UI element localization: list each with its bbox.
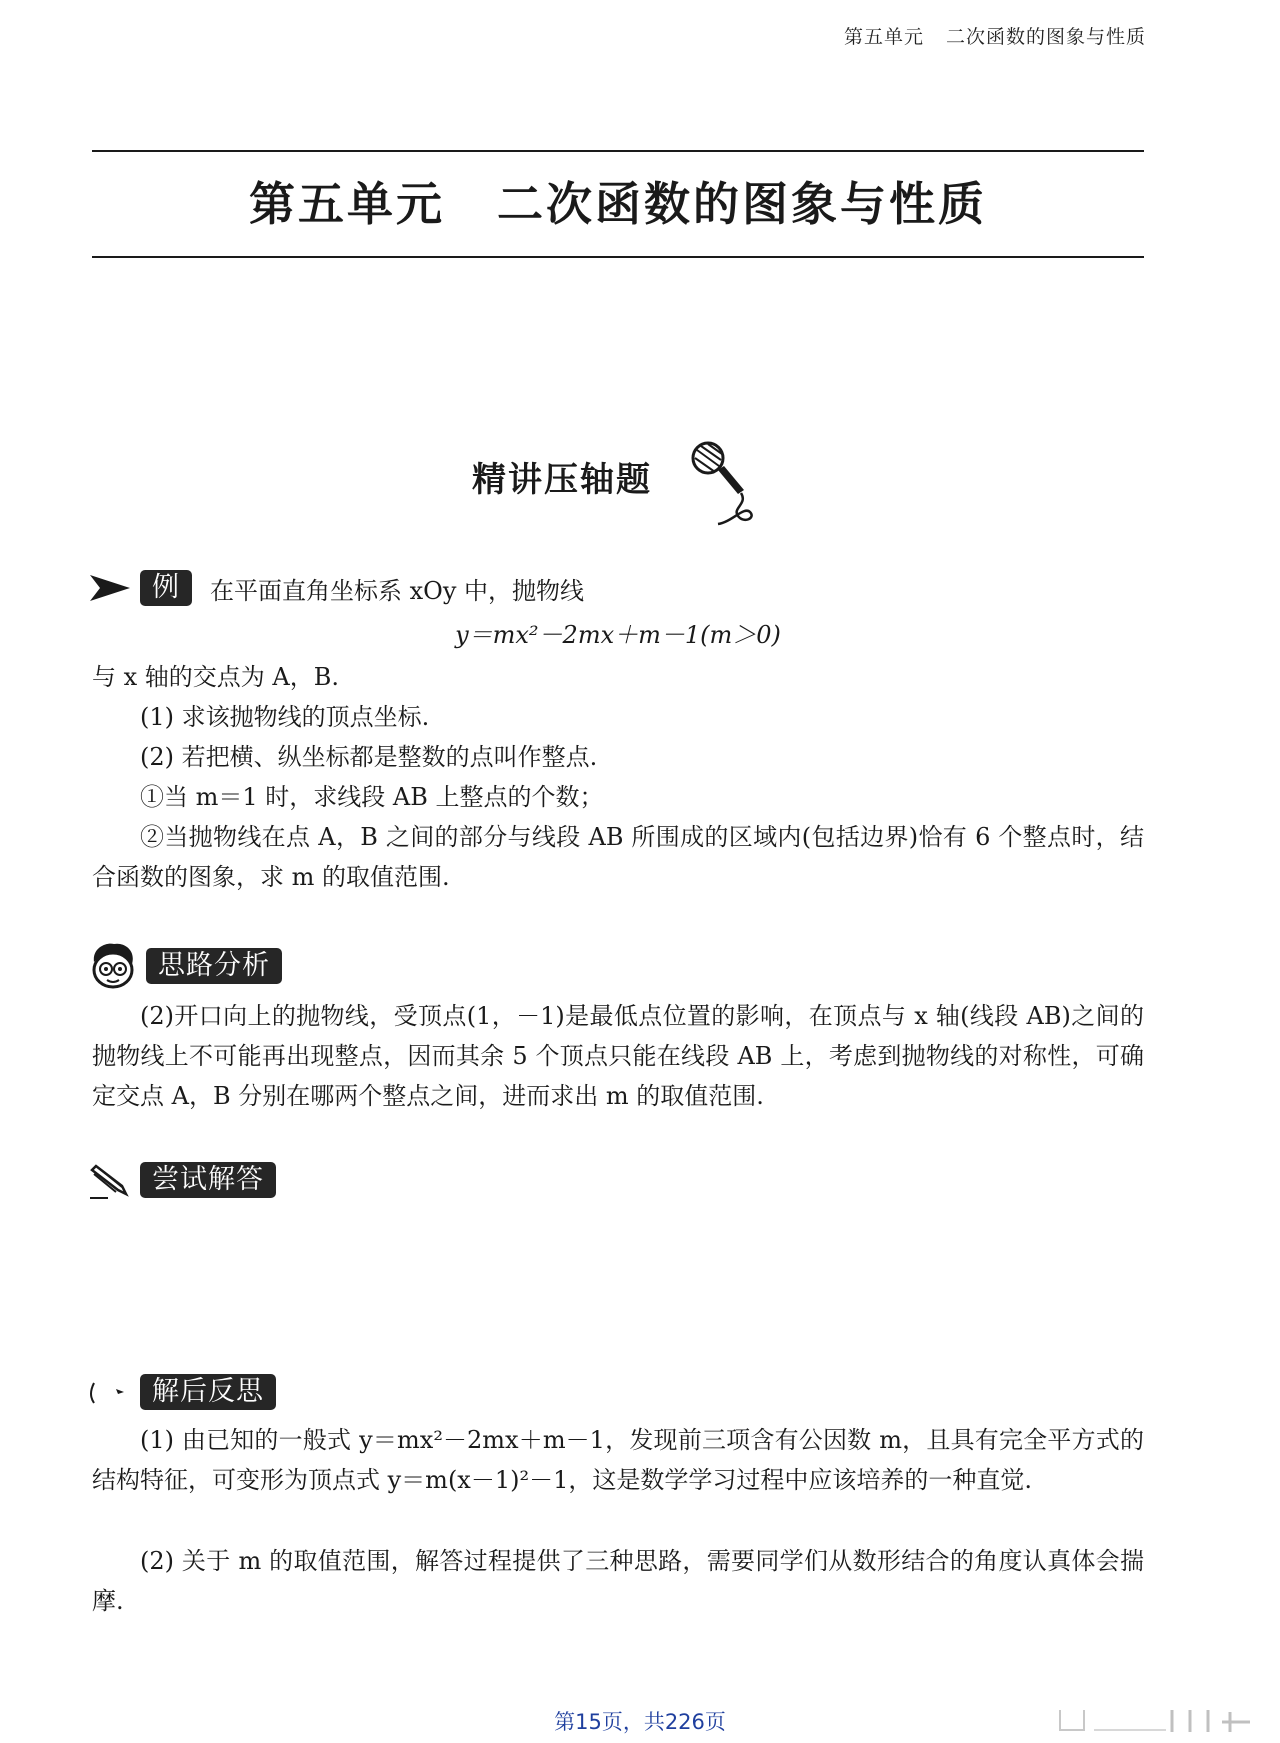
- microphone-icon: [688, 438, 760, 530]
- unit-title-subject: 二次函数的图象与性质: [497, 177, 987, 231]
- example-intro: 在平面直角坐标系 xOy 中，抛物线: [210, 576, 585, 605]
- running-header-subject: 二次函数的图象与性质: [945, 26, 1146, 48]
- reflection-heading: [88, 1374, 276, 1410]
- section-title: 精讲压轴题: [472, 460, 652, 500]
- analysis-tag: 思路分析: [146, 948, 282, 984]
- analysis-heading: [88, 942, 282, 990]
- reflection-mark-icon: [88, 1377, 132, 1407]
- attempt-heading: [88, 1160, 276, 1200]
- scan-marks-icon: [1054, 1708, 1254, 1734]
- example-formula: y＝mx²－2mx＋m－1(m＞0): [455, 621, 781, 649]
- example-question-2-2: ②当抛物线在点 A，B 之间的部分与线段 AB 所围成的区域内(包括边界)恰有 6 个整点时，结合函数的图象，求 m 的取值范围.: [92, 823, 1144, 891]
- pencil-icon: [88, 1160, 132, 1200]
- student-face-icon: [88, 942, 138, 990]
- example-question-1: (1) 求该抛物线的顶点坐标.: [140, 703, 430, 731]
- page-indicator: 第15页，共226页: [554, 1710, 726, 1734]
- analysis-text: (2)开口向上的抛物线，受顶点(1，－1)是最低点位置的影响，在顶点与 x 轴(线段 AB)之间的抛物线上不可能再出现整点，因而其余 5 个顶点只能在线段 AB 上，考虑到抛物线的对称性，可确定交点 A，B 分别在哪两个整点之间，进而求出 m 的取值范围.: [92, 1002, 1144, 1110]
- title-top-rule: [92, 150, 1144, 152]
- example-tag: 例: [140, 570, 192, 606]
- example-question-2-1: ①当 m＝1 时，求线段 AB 上整点的个数；: [140, 783, 604, 811]
- unit-title: [92, 168, 1144, 234]
- unit-title-label: 第五单元: [249, 177, 445, 231]
- arrow-right-icon: [88, 572, 132, 604]
- reflection-tag: 解后反思: [140, 1374, 276, 1410]
- attempt-tag: 尝试解答: [140, 1162, 276, 1198]
- example-question-2: (2) 若把横、纵坐标都是整数的点叫作整点.: [140, 743, 598, 771]
- example-line-axis: 与 x 轴的交点为 A，B.: [92, 663, 340, 691]
- reflection-paragraph-1: (1) 由已知的一般式 y＝mx²－2mx＋m－1，发现前三项含有公因数 m，且具有完全平方式的结构特征，可变形为顶点式 y＝m(x－1)²－1，这是数学学习过程中应该培养的一种直觉.: [92, 1426, 1144, 1494]
- reflection-paragraph-2: (2) 关于 m 的取值范围，解答过程提供了三种思路，需要同学们从数形结合的角度认真体会揣摩.: [92, 1547, 1144, 1615]
- example-heading: [88, 568, 584, 608]
- running-header-unit: 第五单元: [843, 26, 924, 48]
- running-header: [844, 22, 1146, 49]
- title-bottom-rule: [92, 256, 1144, 258]
